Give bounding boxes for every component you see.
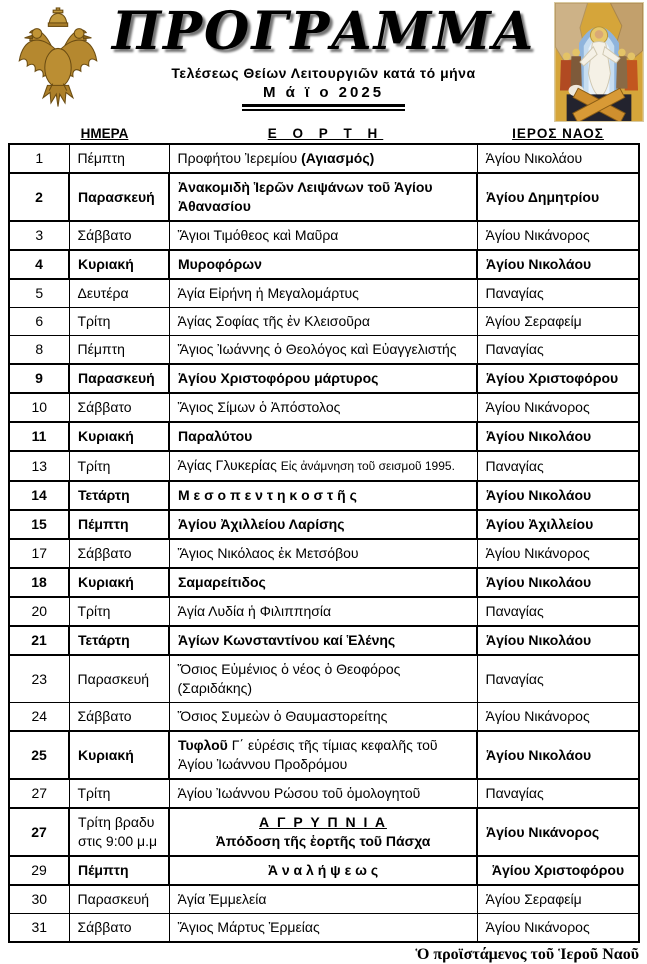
feast-text: Ἁγίας Σοφίας τῆς ἐν Κλεισοῦρα	[177, 313, 370, 329]
table-row	[9, 808, 639, 856]
day-cell: Τρίτη	[69, 597, 169, 626]
date-cell: 6	[9, 308, 69, 336]
date-cell: 21	[9, 626, 69, 655]
feast-text: Σαμαρείτιδος	[178, 574, 266, 590]
feast-cell	[169, 655, 477, 703]
church-cell: Ἁγίου Νικολάου	[477, 481, 639, 510]
feast-text: Ἅγιοι Τιμόθεος καὶ Μαῦρα	[177, 227, 339, 243]
date-cell: 27	[9, 808, 69, 856]
date-cell: 27	[9, 779, 69, 808]
church-cell: Παναγίας	[477, 279, 639, 308]
feast-cell	[169, 221, 477, 250]
feast-cell	[169, 144, 477, 173]
table-row	[9, 914, 639, 943]
church-cell: Ἁγίου Νικολάου	[477, 626, 639, 655]
day-cell: Κυριακή	[69, 422, 169, 451]
feast-text: Ἁγία Λυδία ἡ Φιλιππησία	[177, 603, 332, 619]
church-cell: Παναγίας	[477, 451, 639, 481]
feast-cell	[169, 703, 477, 732]
column-header-feast: Ε Ο Ρ Τ Η	[267, 126, 384, 141]
table-row	[9, 393, 639, 422]
table-row	[9, 510, 639, 539]
feast-text: Ὅσιος Εὐμένιος ὁ νέος ὁ Θεοφόρος (Σαριδάκης)	[177, 661, 401, 696]
feast-text: Ἁγία Ἐμμελεία	[177, 891, 267, 907]
day-cell: Τρίτη βραδυ στις 9:00 μ.μ	[69, 808, 169, 856]
date-cell: 1	[9, 144, 69, 173]
day-cell: Κυριακή	[69, 731, 169, 779]
feast-text: Ὅσιος Συμεὼν ὁ Θαυμαστορείτης	[177, 708, 388, 724]
page-title: ΠΡΟΓΡΑΜΜΑ	[111, 1, 536, 62]
table-row	[9, 422, 639, 451]
table-row	[9, 731, 639, 779]
table-row	[9, 568, 639, 597]
feast-text: Ἀπόδοση τῆς ἑορτῆς τοῦ Πάσχα	[215, 833, 431, 849]
table-row	[9, 250, 639, 279]
feast-cell	[169, 250, 477, 279]
date-cell: 25	[9, 731, 69, 779]
table-row	[9, 885, 639, 914]
table-row	[9, 703, 639, 732]
day-cell: Δευτέρα	[69, 279, 169, 308]
church-cell: Ἁγίου Ἀχιλλείου	[477, 510, 639, 539]
day-cell: Κυριακή	[69, 568, 169, 597]
day-cell: Σάββατο	[69, 221, 169, 250]
signature-line: Ὁ προϊστάμενος τοῦ Ἱεροῦ Ναοῦ	[415, 946, 639, 963]
date-cell: 30	[9, 885, 69, 914]
feast-cell	[169, 510, 477, 539]
date-cell: 2	[9, 173, 69, 221]
day-cell: Πέμπτη	[69, 510, 169, 539]
day-cell: Κυριακή	[69, 250, 169, 279]
date-cell: 9	[9, 364, 69, 393]
day-cell: Πέμπτη	[69, 856, 169, 885]
day-cell: Τρίτη	[69, 308, 169, 336]
church-cell: Ἁγίου Νικολάου	[477, 731, 639, 779]
church-cell: Ἁγίου Νικάνορος	[477, 393, 639, 422]
page-header	[0, 0, 647, 118]
church-cell: Ἁγίου Σεραφείμ	[477, 308, 639, 336]
double-headed-eagle-icon	[14, 6, 102, 112]
title-block	[104, 0, 543, 111]
church-cell: Ἁγίου Νικάνορος	[477, 221, 639, 250]
feast-text: Ἁγίων Κωνσταντίνου καί Ἑλένης	[178, 632, 396, 648]
date-cell: 31	[9, 914, 69, 943]
feast-cell	[169, 481, 477, 510]
table-row	[9, 539, 639, 568]
feast-text: Ἅγιος Νικόλαος ἐκ Μετσόβου	[177, 545, 359, 561]
feast-cell	[169, 539, 477, 568]
day-cell: Σάββατο	[69, 539, 169, 568]
church-cell: Ἁγίου Νικάνορος	[477, 914, 639, 943]
feast-cell	[169, 364, 477, 393]
feast-text: Προφήτου Ἰερεμίου	[177, 150, 302, 166]
church-cell: Ἁγίου Νικολάου	[477, 422, 639, 451]
table-row	[9, 336, 639, 365]
date-cell: 3	[9, 221, 69, 250]
table-column-headers	[8, 126, 638, 141]
table-row	[9, 626, 639, 655]
date-cell: 23	[9, 655, 69, 703]
feast-text: Εἰς ἀνάμνηση τοῦ σεισμοῦ 1995.	[280, 459, 455, 473]
feast-cell	[169, 451, 477, 481]
day-cell: Παρασκευή	[69, 655, 169, 703]
liturgy-program-table	[8, 143, 640, 943]
table-row	[9, 308, 639, 336]
column-header-day: ΗΜΕΡΑ	[80, 126, 129, 141]
date-cell: 14	[9, 481, 69, 510]
month-year: Μ ά ϊ ο 2025	[262, 84, 385, 101]
date-cell: 8	[9, 336, 69, 365]
feast-text: Ἀνακομιδὴ Ἱερῶν Λειψάνων τοῦ Ἁγίου Ἀθανασίου	[178, 179, 433, 214]
resurrection-icon	[554, 2, 644, 122]
date-cell: 10	[9, 393, 69, 422]
feast-cell	[169, 597, 477, 626]
church-cell: Ἁγίου Νικολάου	[477, 568, 639, 597]
feast-text: Ἅγιος Σίμων ὁ Ἀπόστολος	[177, 399, 341, 415]
church-cell: Ἁγίου Δημητρίου	[477, 173, 639, 221]
feast-text: Α Γ Ρ Υ Π Ν Ι Α	[259, 814, 387, 830]
feast-cell	[169, 914, 477, 943]
church-cell: Ἁγίου Σεραφείμ	[477, 885, 639, 914]
date-cell: 5	[9, 279, 69, 308]
day-cell: Πέμπτη	[69, 336, 169, 365]
feast-cell	[169, 885, 477, 914]
day-cell: Τετάρτη	[69, 481, 169, 510]
feast-text: Γ΄ εὑρέσις τῆς τίμιας κεφαλῆς τοῦ Ἁγίου Ἰωάννου Προδρόμου	[178, 737, 438, 772]
day-cell: Παρασκευή	[69, 885, 169, 914]
day-cell: Παρασκευή	[69, 364, 169, 393]
feast-text: Ἁγίας Γλυκερίας	[177, 457, 281, 473]
table-row	[9, 481, 639, 510]
church-cell: Ἁγίου Νικολάου	[477, 144, 639, 173]
feast-cell	[169, 808, 477, 856]
feast-text: Ἁγίου Χριστοφόρου μάρτυρος	[178, 370, 379, 386]
feast-cell	[169, 393, 477, 422]
feast-text: Ἀ ν α λ ή ψ ε ω ς	[267, 862, 379, 878]
feast-cell	[169, 336, 477, 365]
table-row	[9, 279, 639, 308]
church-cell: Ἁγίου Νικολάου	[477, 250, 639, 279]
feast-cell	[169, 279, 477, 308]
feast-cell	[169, 173, 477, 221]
feast-text: Ἁγίου Ἰωάννου Ρώσου τοῦ ὁμολογητοῦ	[177, 785, 421, 801]
feast-text: Ἅγιος Ἰωάννης ὁ Θεολόγος καὶ Εὐαγγελιστής	[177, 341, 457, 357]
feast-text: Τυφλοῦ	[178, 737, 228, 753]
date-cell: 18	[9, 568, 69, 597]
table-row	[9, 173, 639, 221]
feast-cell	[169, 422, 477, 451]
table-row	[9, 364, 639, 393]
church-cell: Παναγίας	[477, 655, 639, 703]
table-row	[9, 655, 639, 703]
table-row	[9, 451, 639, 481]
double-rule-divider	[242, 104, 405, 111]
day-cell: Τετάρτη	[69, 626, 169, 655]
feast-text: Μ ε σ ο π ε ν τ η κ ο σ τ ῆ ς	[178, 487, 357, 503]
day-cell: Σάββατο	[69, 393, 169, 422]
feast-cell	[169, 731, 477, 779]
feast-text: Ἅγιος Μάρτυς Ἑρμείας	[177, 919, 320, 935]
day-cell: Τρίτη	[69, 451, 169, 481]
day-cell: Πέμπτη	[69, 144, 169, 173]
date-cell: 15	[9, 510, 69, 539]
church-cell: Ἁγίου Χριστοφόρου	[477, 856, 639, 885]
table-row	[9, 221, 639, 250]
program-table-body	[9, 144, 639, 942]
day-cell: Σάββατο	[69, 914, 169, 943]
church-cell: Ἁγίου Νικάνορος	[477, 539, 639, 568]
column-header-church: ΙΕΡΟΣ ΝΑΟΣ	[512, 126, 604, 141]
feast-cell	[169, 856, 477, 885]
feast-text: (Αγιασμός)	[301, 150, 375, 166]
date-cell: 11	[9, 422, 69, 451]
date-cell: 20	[9, 597, 69, 626]
subtitle: Τελέσεως Θείων Λειτουργιῶν κατά τό μήνα	[171, 65, 476, 81]
feast-cell	[169, 779, 477, 808]
feast-text: Ἁγία Εἰρήνη ἡ Μεγαλομάρτυς	[177, 285, 359, 301]
church-cell: Ἁγίου Χριστοφόρου	[477, 364, 639, 393]
day-cell: Τρίτη	[69, 779, 169, 808]
feast-text: Ἁγίου Ἀχιλλείου Λαρίσης	[178, 516, 345, 532]
date-cell: 24	[9, 703, 69, 732]
date-cell: 13	[9, 451, 69, 481]
table-row	[9, 779, 639, 808]
feast-cell	[169, 568, 477, 597]
church-cell: Ἁγίου Νικάνορος	[477, 703, 639, 732]
church-cell: Ἁγίου Νικάνορος	[477, 808, 639, 856]
day-cell: Παρασκευή	[69, 173, 169, 221]
date-cell: 17	[9, 539, 69, 568]
feast-text: Παραλύτου	[178, 428, 253, 444]
feast-cell	[169, 626, 477, 655]
table-row	[9, 597, 639, 626]
date-cell: 4	[9, 250, 69, 279]
church-cell: Παναγίας	[477, 597, 639, 626]
feast-text: Μυροφόρων	[178, 256, 262, 272]
church-cell: Παναγίας	[477, 336, 639, 365]
date-cell: 29	[9, 856, 69, 885]
table-row	[9, 144, 639, 173]
day-cell: Σάββατο	[69, 703, 169, 732]
feast-cell	[169, 308, 477, 336]
church-cell: Παναγίας	[477, 779, 639, 808]
table-row	[9, 856, 639, 885]
